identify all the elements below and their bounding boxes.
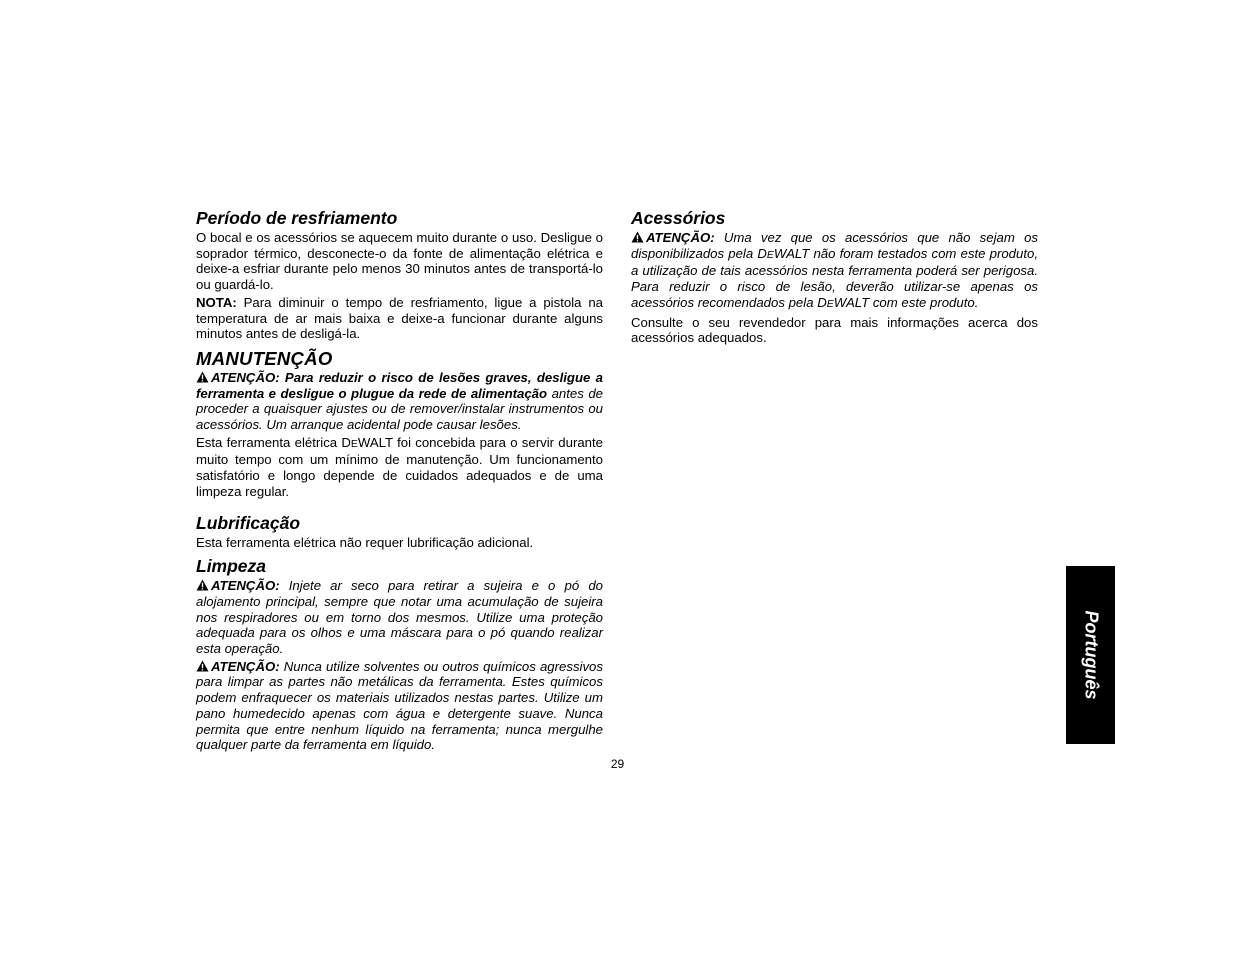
accessories-warning-text-2: WALT não foram testados com este produto, a utilização de tais acessórios nesta ferramenta poderá ser perigosa. Para reduzir o risco de lesão, deverão utilizar-se apenas os acessórios recomendados pela D [631, 245, 1039, 310]
note-label: NOTA: [196, 294, 237, 310]
warning-triangle-icon [196, 371, 209, 383]
right-column [631, 207, 1038, 348]
accessories-warning [631, 230, 1038, 313]
brand-small-cap: E [350, 437, 358, 450]
cleaning-warning-2 [196, 659, 603, 753]
maintenance-warning-italic: antes de proceder a quaisquer ajustes ou de remover/instalar instrumentos ou acessórios. Um arranque acidental pode causar lesões. [196, 385, 603, 433]
accessories-warning-text-1: Uma vez que os acessórios que não sejam os disponibilizados pela D [631, 230, 1038, 261]
cleaning-warning-1-text: Injete ar seco para retirar a sujeira e o pó do alojamento principal, sempre que notar uma acumulação de sujeira nos respiradores ou em torno dos mesmos. Utilize uma proteção adequada para os olhos e uma máscara para o pó quando realizar esta operação. [196, 578, 603, 657]
maintenance-paragraph [196, 435, 603, 500]
warning-triangle-icon [196, 579, 209, 591]
heading-accessories: Acessórios [631, 208, 726, 228]
heading-cooling-period: Período de resfriamento [196, 208, 398, 228]
brand-small-cap: E [766, 248, 774, 261]
warning-triangle-icon [196, 660, 209, 672]
heading-cleaning: Limpeza [196, 556, 267, 577]
left-column [196, 207, 603, 755]
accessories-warning-text-3: WALT com este produto. [833, 294, 979, 310]
warning-label: ATENÇÃO: [211, 578, 280, 594]
brand-small-cap: E [826, 297, 834, 310]
note-text: Para diminuir o tempo de resfriamento, ligue a pistola na temperatura de ar mais baixa e deixe-a funcionar durante alguns minutos antes de desligá-la. [196, 294, 603, 342]
warning-triangle-icon [631, 231, 644, 243]
page-number: 29 [610, 757, 625, 771]
language-tab-label: Português [1081, 610, 1101, 700]
maintenance-text-1: Esta ferramenta elétrica D [196, 434, 351, 450]
cleaning-warning-2-text: Nunca utilize solventes ou outros químicos agressivos para limpar as partes não metálicas da ferramenta. Estes químicos podem enfraquecer os materiais utilizados nestas partes. Utilize um pano humedecido apenas com água e detergente suave. Nunca permita que entre nenhum líquido na ferramenta; nunca mergulhe qualquer parte da ferramenta em líquido. [196, 658, 603, 753]
warning-label: ATENÇÃO: [646, 230, 715, 245]
language-tab [1066, 566, 1115, 744]
maintenance-warning [196, 370, 603, 433]
maintenance-warning-bold: ATENÇÃO: Para reduzir o risco de lesões graves, desligue a ferramenta e desligue o plugue da rede de alimentação [196, 369, 603, 401]
warning-label: ATENÇÃO: [211, 658, 280, 674]
note-paragraph [196, 295, 603, 342]
cleaning-warning-1 [196, 578, 603, 657]
heading-maintenance: MANUTENÇÃO [196, 347, 333, 369]
heading-lubrication: Lubrificação [196, 512, 301, 533]
maintenance-text-2: WALT foi concebida para o servir durante muito tempo com um mínimo de manutenção. Um funcionamento satisfatório e longo depende de cuidados adequados e de uma limpeza regular. [196, 434, 603, 499]
cooling-paragraph: O bocal e os acessórios se aquecem muito durante o uso. Desligue o soprador térmico, desconecte-o da fonte de alimentação elétrica e deixe-a esfriar durante pelo menos 30 minutos antes de transportá-lo ou guardá-lo. [196, 230, 603, 293]
accessories-paragraph: Consulte o seu revendedor para mais informações acerca dos acessórios adequados. [631, 314, 1038, 346]
lubrication-paragraph: Esta ferramenta elétrica não requer lubrificação adicional. [196, 534, 534, 550]
